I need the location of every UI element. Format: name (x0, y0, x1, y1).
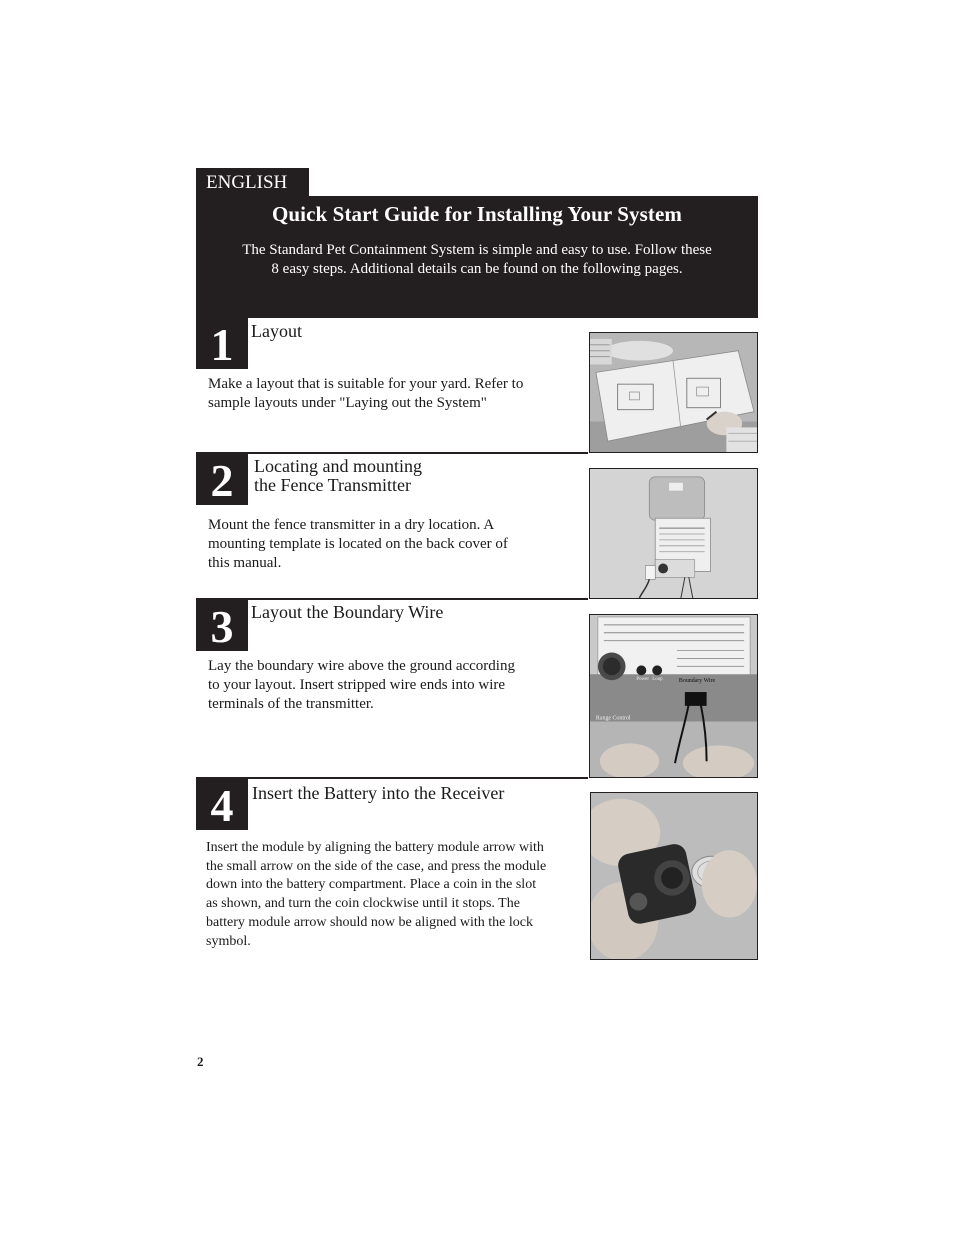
quick-start-header (196, 196, 758, 318)
step-2-text (208, 516, 508, 573)
transmitter-photo (589, 468, 758, 599)
step-1-number: 1 (196, 317, 248, 369)
text-line: the small arrow on the side of the case, and press the module (206, 858, 547, 874)
receiver-battery-photo (590, 792, 758, 960)
text-line: mounting template is located on the back cover of (208, 536, 508, 552)
intro-text (208, 241, 746, 279)
step-2-title (254, 457, 422, 495)
text-line: symbol. (206, 933, 251, 949)
text-line: as shown, and turn the coin clockwise until it stops. The (206, 896, 520, 912)
loop-label: Loop (652, 677, 663, 683)
intro-line: 8 easy steps. Additional details can be found on the following pages. (271, 261, 683, 277)
section-divider (196, 598, 588, 600)
step-4-title: Insert the Battery into the Receiver (252, 783, 505, 803)
text-line: battery module arrow should now be aligned with the lock (206, 914, 533, 930)
step-3-number: 3 (196, 599, 248, 651)
text-line: Insert the module by aligning the battery module arrow with (206, 840, 544, 855)
text-line: Mount the fence transmitter in a dry location. A (208, 517, 495, 533)
boundary-wire-label: Boundary Wire (678, 678, 716, 685)
text-line: Make a layout that is suitable for your yard. Refer to (208, 376, 524, 392)
step-1-title: Layout (251, 321, 302, 341)
page-number: 2 (197, 1054, 204, 1069)
range-control-label: Range Control (595, 715, 631, 722)
step-3-text (208, 657, 515, 714)
step-2-number: 2 (196, 453, 248, 505)
text-line: terminals of the transmitter. (208, 696, 374, 712)
step-4-text (206, 839, 546, 951)
title-line: Locating and mounting (254, 456, 422, 476)
page-title: Quick Start Guide for Installing Your System (271, 202, 683, 226)
section-divider (196, 452, 588, 454)
title-line: the Fence Transmitter (254, 475, 411, 495)
text-line: down into the battery compartment. Place a coin in the slot (206, 877, 537, 893)
step-4-number: 4 (196, 778, 248, 830)
intro-line: The Standard Pet Containment System is simple and easy to use. Follow these (242, 242, 712, 258)
text-line: to your layout. Insert stripped wire ends into wire (208, 677, 506, 693)
text-line: this manual. (208, 555, 282, 571)
text-line: sample layouts under "Laying out the System" (208, 395, 487, 411)
power-label: Power (636, 677, 650, 683)
text-line: Lay the boundary wire above the ground according (208, 658, 515, 674)
section-divider (196, 777, 588, 779)
boundary-wire-photo (589, 614, 758, 778)
step-1-text (208, 375, 523, 413)
language-tab: ENGLISH (196, 168, 309, 196)
step-3-title: Layout the Boundary Wire (251, 602, 444, 622)
layout-drawing-photo (589, 332, 758, 453)
